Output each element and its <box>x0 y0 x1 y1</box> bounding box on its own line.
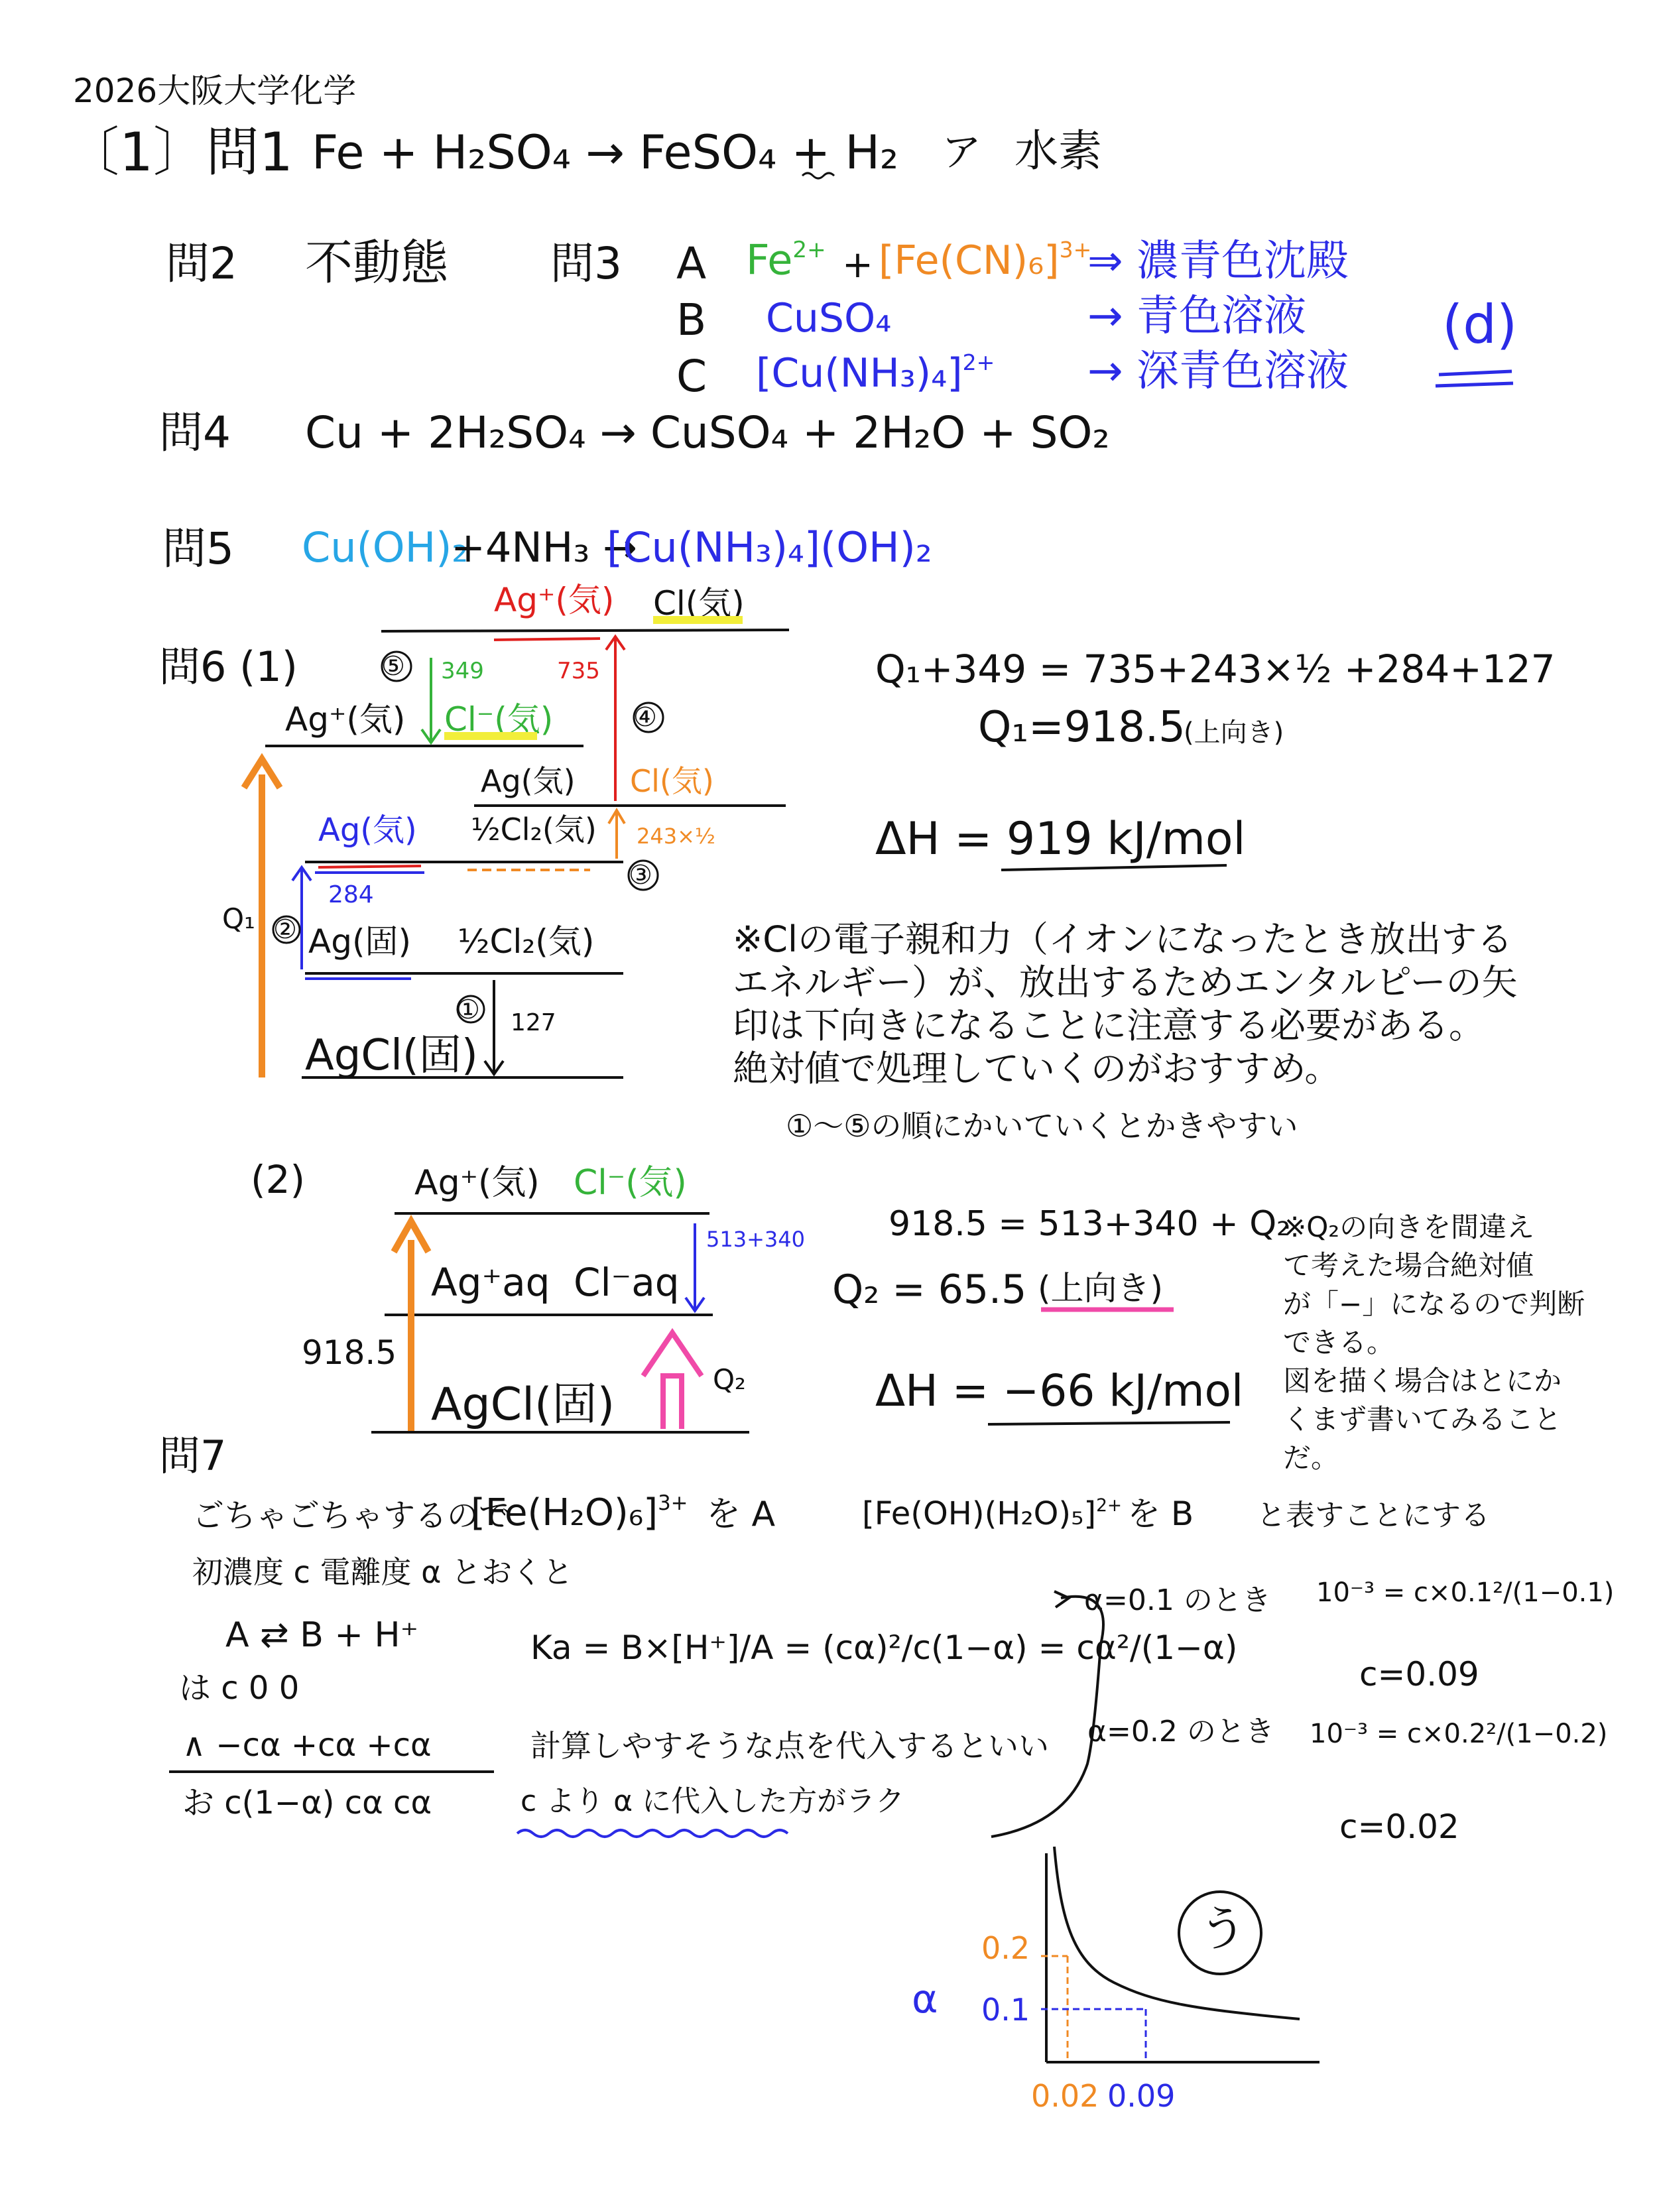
q7-case1-res: c=0.09 <box>1359 1655 1479 1693</box>
dh1-underline <box>1001 865 1227 870</box>
d1-lvl4-ag: Ag(気) <box>318 812 417 849</box>
q6-calc1: Q₁+349 = 735+243×½ +284+127 <box>875 646 1556 692</box>
q7-change-row: ∧ −cα +cα +cα <box>182 1727 432 1764</box>
d1-v243: 243×½ <box>637 824 715 849</box>
q7-init-row: は c 0 0 <box>179 1670 300 1707</box>
q6-calc4: Q₂ = 65.5 <box>832 1266 1027 1313</box>
q3-row-a-fe: $Fe^{2+}$ <box>746 235 826 284</box>
page-title: 2026大阪大学化学 <box>73 72 357 110</box>
q7-graph-ylabel: α <box>912 1976 938 2022</box>
q1-label: 〔1〕問1 <box>66 121 293 183</box>
d1-step1: ① <box>456 995 480 1025</box>
d2-top-cl: Cl⁻(気) <box>574 1163 687 1203</box>
d1-step5: ⑤ <box>381 651 405 682</box>
q7-eq-row: A ⇄ B + H⁺ <box>225 1615 419 1655</box>
case-brace <box>991 1597 1103 1837</box>
d1-lvl4-cl: ½Cl₂(気) <box>471 812 597 847</box>
q7-tip1: 計算しやすそうな点を代入するといい <box>530 1728 1049 1764</box>
d1-arrow-243 <box>609 810 625 859</box>
q3-row-c-letter: C <box>676 351 707 402</box>
d1-top-ag: Ag⁺(気) <box>494 581 615 619</box>
q6-note2-line-7: だ。 <box>1283 1442 1339 1474</box>
q4-label: 問4 <box>159 407 231 458</box>
d1-step3: ③ <box>629 860 652 891</box>
q6-note2-line-6: くまず書いてみること <box>1283 1403 1562 1436</box>
q7-graph-xtick-009: 0.09 <box>1107 2078 1176 2114</box>
d2-v513: 513+340 <box>706 1227 805 1252</box>
q7-line1-f: と表すことにする <box>1257 1499 1490 1532</box>
q6-note2-line-2: て考えた場合絶対値 <box>1283 1249 1534 1282</box>
d1-lvl5-cl: ½Cl₂(気) <box>458 922 595 961</box>
q7-graph-ytick-01: 0.1 <box>981 1992 1030 2028</box>
q7-graph-xtick-002: 0.02 <box>1031 2078 1099 2114</box>
h2-squiggle <box>802 173 834 178</box>
q7-line2: 初濃度 c 電離度 α とおくと <box>192 1554 574 1590</box>
answer-d-underline-1 <box>1439 371 1512 375</box>
q5-mid: +4NH₃ → <box>451 523 637 572</box>
step-circle-5 <box>382 652 411 681</box>
q6-label: 問6 (1) <box>159 643 298 691</box>
d2-bottom: AgCl(固) <box>431 1379 615 1431</box>
d2-q2-label: Q₂ <box>713 1363 746 1396</box>
q6-note2-line-3: が「−」になるので判断 <box>1283 1288 1585 1320</box>
d2-top-ag: Ag⁺(気) <box>414 1163 540 1203</box>
step-circle-4 <box>634 703 663 732</box>
d1-arrow-349 <box>422 658 440 743</box>
d2-mid-cl: Cl⁻aq <box>574 1260 680 1305</box>
q6-note2-line-5: 図を描く場合はとにか <box>1283 1365 1562 1397</box>
q3-label: 問3 <box>550 238 622 289</box>
d1-level-red-underline <box>494 639 600 640</box>
q7-graph-ytick-02: 0.2 <box>981 1930 1030 1966</box>
d2-mid-ag: Ag⁺aq <box>431 1260 550 1305</box>
q7-final-row: お c(1−α) cα cα <box>182 1784 432 1821</box>
d2-arrow-q2 <box>643 1333 702 1429</box>
dh2-underline <box>988 1422 1230 1424</box>
q3-row-a-result: ⇒ 濃青色沈殿 <box>1087 237 1349 286</box>
q3-row-b-species: CuSO₄ <box>766 295 892 341</box>
q2-label: 問2 <box>166 238 237 289</box>
q7-line1-c: を A <box>706 1495 776 1534</box>
q3-row-b-result: → 青色溶液 <box>1087 292 1306 341</box>
q6-note-line-3: 印は下向きになることに注意する必要がある。 <box>733 1005 1485 1046</box>
d1-arrow-127 <box>485 980 503 1074</box>
q7-case2-res: c=0.02 <box>1339 1808 1459 1846</box>
q3-row-a-plus: + <box>842 243 873 286</box>
step-circle-3 <box>629 861 658 890</box>
d2-arrow-513 <box>686 1223 704 1311</box>
q7-case1: α=0.1 のとき <box>1084 1583 1271 1617</box>
q6-calc3: 918.5 = 513+340 + Q₂ <box>889 1204 1290 1244</box>
q7-line1-a: ごちゃごちゃするので <box>192 1497 511 1534</box>
d1-arrow-735 <box>606 637 625 801</box>
tip2-wave <box>517 1830 788 1837</box>
d1-bottom: AgCl(固) <box>305 1031 478 1080</box>
q7-case2: α=0.2 のとき <box>1087 1715 1274 1749</box>
q7-line1-e: を B <box>1127 1495 1194 1533</box>
d1-top-cl: Cl(気) <box>653 584 745 623</box>
d1-lvl4-ag-red <box>318 866 421 867</box>
d1-arrow-284 <box>292 867 311 969</box>
q5-rhs: [Cu(NH₃)₄](OH)₂ <box>607 523 932 572</box>
q3-row-a-letter: A <box>676 238 707 289</box>
d1-lvl3-ag: Ag(気) <box>481 763 576 799</box>
q6-part2-label: (2) <box>251 1157 306 1202</box>
q5-lhs: Cu(OH)₂ <box>302 523 469 572</box>
d1-v349: 349 <box>441 658 484 684</box>
q3-row-c-species: $[Cu(NH_3)_4]^{2+}$ <box>756 349 995 397</box>
q7-line1-d: $[Fe(OH)(H_2O)_5]^{2+}$ <box>862 1495 1123 1532</box>
q3-answer: (d) <box>1442 294 1518 355</box>
q6-calc4-note: (上向き) <box>1038 1269 1164 1308</box>
answer-circle <box>1179 1892 1261 1974</box>
q3-row-a-ferricyanide: $[Fe(CN)_6]^{3+}$ <box>879 237 1092 284</box>
d1-v284: 284 <box>328 881 374 908</box>
q6-note-tip: ①〜⑤の順にかいていくとかきやすい <box>786 1108 1298 1144</box>
brace-arrowhead <box>1054 1591 1069 1607</box>
q7-ka: Ka = B×[H⁺]/A = (cα)²/c(1−α) = cα²/(1−α) <box>530 1628 1238 1667</box>
d1-level-top <box>381 630 789 631</box>
d1-lvl5-ag: Ag(固) <box>308 922 411 961</box>
step-circle-1 <box>456 995 484 1025</box>
q5-label: 問5 <box>162 523 234 574</box>
graph-curve <box>1054 1847 1300 2019</box>
q7-answer: う <box>1199 1901 1247 1957</box>
answer-d-underline-2 <box>1436 383 1513 386</box>
q3-row-c-result: → 深青色溶液 <box>1087 347 1349 396</box>
q6-dh2: ΔH = −66 kJ/mol <box>875 1365 1244 1416</box>
step-circle-2 <box>273 916 300 943</box>
q6-note-line-1: ※Clの電子親和力（イオンになったとき放出する <box>733 918 1513 960</box>
q6-calc2: Q₁=918.5 <box>978 703 1186 752</box>
q6-note2-line-1: ※Q₂の向きを間違え <box>1283 1211 1535 1243</box>
q7-case1-eq: 10⁻³ = c×0.1²/(1−0.1) <box>1316 1577 1615 1608</box>
d1-mid-ag: Ag⁺(気) <box>285 700 406 739</box>
q4-equation: Cu + 2H₂SO₄ → CuSO₄ + 2H₂O + SO₂ <box>305 407 1110 458</box>
q1-equation: Fe + H₂SO₄ → FeSO₄ + H₂ <box>312 125 899 180</box>
q6-calc2-note: (上向き) <box>1184 717 1284 748</box>
q7-tip2: c より α に代入した方がラク <box>521 1784 905 1818</box>
d1-v127: 127 <box>511 1009 556 1036</box>
q3-row-b-letter: B <box>676 294 707 345</box>
q6-note-line-2: エネルギー）が、放出するためエンタルピーの矢 <box>733 961 1518 1003</box>
d1-mid-cl: Cl⁻(気) <box>444 700 554 739</box>
d1-v735: 735 <box>557 658 600 684</box>
d1-q1-label: Q₁ <box>222 902 255 935</box>
d2-v9185: 918.5 <box>302 1333 397 1372</box>
q7-label: 問7 <box>159 1432 227 1480</box>
q6-dh1: ΔH = 919 kJ/mol <box>875 813 1246 865</box>
q2-answer: 不動態 <box>305 235 449 290</box>
q6-note2-line-4: できる。 <box>1283 1326 1395 1359</box>
q6-note-line-4: 絶対値で処理していくのがおすすめ。 <box>733 1048 1341 1089</box>
q1-answer-label: ア <box>942 129 981 176</box>
d1-lvl3-cl: Cl(気) <box>630 763 714 799</box>
d1-step2: ② <box>273 914 297 945</box>
q7-case2-eq: 10⁻³ = c×0.2²/(1−0.2) <box>1310 1719 1608 1749</box>
q7-line1-b: $[Fe(H_2O)_6]^{3+}$ <box>471 1491 688 1535</box>
q1-answer: 水素 <box>1014 125 1102 176</box>
d1-step4: ④ <box>633 702 657 733</box>
